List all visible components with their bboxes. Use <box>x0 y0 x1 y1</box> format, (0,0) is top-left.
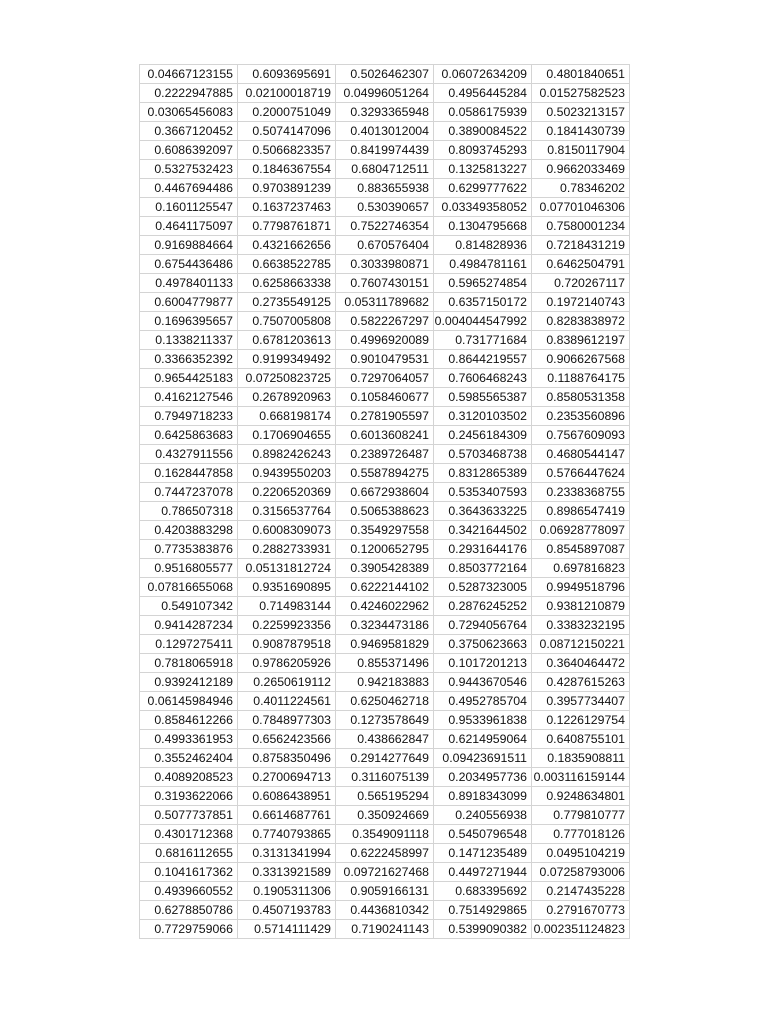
table-cell[interactable]: 0.7218431219 <box>532 236 630 255</box>
table-cell[interactable]: 0.2931644176 <box>434 540 532 559</box>
table-cell[interactable]: 0.697816823 <box>532 559 630 578</box>
table-cell[interactable]: 0.05311789682 <box>336 293 434 312</box>
table-cell[interactable]: 0.003116159144 <box>532 768 630 787</box>
table-cell[interactable]: 0.6672938604 <box>336 483 434 502</box>
table-cell[interactable]: 0.9199349492 <box>238 350 336 369</box>
table-cell[interactable]: 0.6013608241 <box>336 426 434 445</box>
table-cell[interactable]: 0.6222458997 <box>336 844 434 863</box>
table-cell[interactable]: 0.6614687761 <box>238 806 336 825</box>
table-cell[interactable]: 0.4993361953 <box>140 730 238 749</box>
table-row <box>140 388 630 407</box>
table-row <box>140 768 630 787</box>
table-cell[interactable]: 0.9248634801 <box>532 787 630 806</box>
table-cell[interactable]: 0.3293365948 <box>336 103 434 122</box>
table-cell[interactable]: 0.8584612266 <box>140 711 238 730</box>
table-cell[interactable]: 0.9439550203 <box>238 464 336 483</box>
table-cell[interactable]: 0.2700694713 <box>238 768 336 787</box>
table-row <box>140 635 630 654</box>
table-cell[interactable]: 0.3549297558 <box>336 521 434 540</box>
table-cell[interactable]: 0.03349358052 <box>434 198 532 217</box>
table-cell[interactable]: 0.1628447858 <box>140 464 238 483</box>
table-cell[interactable]: 0.5077737851 <box>140 806 238 825</box>
table-cell[interactable]: 0.1188764175 <box>532 369 630 388</box>
table-cell[interactable]: 0.1972140743 <box>532 293 630 312</box>
table-row <box>140 882 630 901</box>
table-cell[interactable]: 0.5026462307 <box>336 65 434 84</box>
table-cell[interactable]: 0.1696395657 <box>140 312 238 331</box>
table-cell[interactable]: 0.6086438951 <box>238 787 336 806</box>
table-cell[interactable]: 0.670576404 <box>336 236 434 255</box>
table-body <box>140 65 630 939</box>
table-cell[interactable]: 0.2147435228 <box>532 882 630 901</box>
table-cell[interactable]: 0.6754436486 <box>140 255 238 274</box>
table-cell[interactable]: 0.8389612197 <box>532 331 630 350</box>
table-cell[interactable]: 0.6299777622 <box>434 179 532 198</box>
table-cell[interactable]: 0.6004779877 <box>140 293 238 312</box>
table-cell[interactable]: 0.4996920089 <box>336 331 434 350</box>
table-cell[interactable]: 0.5985565387 <box>434 388 532 407</box>
table-cell[interactable]: 0.6278850786 <box>140 901 238 920</box>
table-row <box>140 274 630 293</box>
table-cell[interactable]: 0.1637237463 <box>238 198 336 217</box>
table-cell[interactable]: 0.05131812724 <box>238 559 336 578</box>
table-cell[interactable]: 0.814828936 <box>434 236 532 255</box>
table-cell[interactable]: 0.5287323005 <box>434 578 532 597</box>
table-cell[interactable]: 0.1017201213 <box>434 654 532 673</box>
table-cell[interactable]: 0.6093695691 <box>238 65 336 84</box>
table-cell[interactable]: 0.06072634209 <box>434 65 532 84</box>
table-cell[interactable]: 0.9662033469 <box>532 160 630 179</box>
table-cell[interactable]: 0.2781905597 <box>336 407 434 426</box>
table-cell[interactable]: 0.9010479531 <box>336 350 434 369</box>
table-row <box>140 540 630 559</box>
table-cell[interactable]: 0.855371496 <box>336 654 434 673</box>
table-row <box>140 464 630 483</box>
table-cell[interactable]: 0.7798761871 <box>238 217 336 236</box>
table-cell[interactable]: 0.1905311306 <box>238 882 336 901</box>
table-cell[interactable]: 0.4089208523 <box>140 768 238 787</box>
table-cell[interactable]: 0.07816655068 <box>140 578 238 597</box>
table-cell[interactable]: 0.6462504791 <box>532 255 630 274</box>
table-cell[interactable]: 0.3890084522 <box>434 122 532 141</box>
table-cell[interactable]: 0.3156537764 <box>238 502 336 521</box>
table-cell[interactable]: 0.3643633225 <box>434 502 532 521</box>
table-cell[interactable]: 0.2876245252 <box>434 597 532 616</box>
table-cell[interactable]: 0.5965274854 <box>434 274 532 293</box>
table-row <box>140 141 630 160</box>
table-cell[interactable]: 0.720267117 <box>532 274 630 293</box>
table-cell[interactable]: 0.3549091118 <box>336 825 434 844</box>
table-cell[interactable]: 0.7949718233 <box>140 407 238 426</box>
table-cell[interactable]: 0.9654425183 <box>140 369 238 388</box>
data-table <box>139 64 630 939</box>
table-cell[interactable]: 0.668198174 <box>238 407 336 426</box>
table-cell[interactable]: 0.5766447624 <box>532 464 630 483</box>
table-row <box>140 198 630 217</box>
table-cell[interactable]: 0.09423691511 <box>434 749 532 768</box>
table-cell[interactable]: 0.7580001234 <box>532 217 630 236</box>
table-cell[interactable]: 0.3750623663 <box>434 635 532 654</box>
table-row <box>140 369 630 388</box>
table-cell[interactable]: 0.779810777 <box>532 806 630 825</box>
table-cell[interactable]: 0.3957734407 <box>532 692 630 711</box>
table-cell[interactable]: 0.1601125547 <box>140 198 238 217</box>
table-cell[interactable]: 0.9169884664 <box>140 236 238 255</box>
table-cell[interactable]: 0.4801840651 <box>532 65 630 84</box>
table-cell[interactable]: 0.5074147096 <box>238 122 336 141</box>
table-cell[interactable]: 0.5023213157 <box>532 103 630 122</box>
table-cell[interactable]: 0.3366352392 <box>140 350 238 369</box>
table-cell[interactable]: 0.4641175097 <box>140 217 238 236</box>
table-cell[interactable]: 0.0586175939 <box>434 103 532 122</box>
table-cell[interactable]: 0.683395692 <box>434 882 532 901</box>
table-cell[interactable]: 0.2735549125 <box>238 293 336 312</box>
table-cell[interactable]: 0.6425863683 <box>140 426 238 445</box>
table-cell[interactable]: 0.9351690895 <box>238 578 336 597</box>
table-cell[interactable]: 0.5327532423 <box>140 160 238 179</box>
table-cell[interactable]: 0.786507318 <box>140 502 238 521</box>
table-cell[interactable]: 0.9516805577 <box>140 559 238 578</box>
table-cell[interactable]: 0.4301712368 <box>140 825 238 844</box>
table-row <box>140 597 630 616</box>
table-cell[interactable]: 0.3120103502 <box>434 407 532 426</box>
table-cell[interactable]: 0.2222947885 <box>140 84 238 103</box>
table-cell[interactable]: 0.2389726487 <box>336 445 434 464</box>
table-cell[interactable]: 0.2353560896 <box>532 407 630 426</box>
table-cell[interactable]: 0.942183883 <box>336 673 434 692</box>
table-row <box>140 749 630 768</box>
table-cell[interactable]: 0.8503772164 <box>434 559 532 578</box>
table-row <box>140 255 630 274</box>
table-cell[interactable]: 0.5353407593 <box>434 483 532 502</box>
table-cell[interactable]: 0.07250823725 <box>238 369 336 388</box>
table-cell[interactable]: 0.7735383876 <box>140 540 238 559</box>
table-cell[interactable]: 0.1200652795 <box>336 540 434 559</box>
table-cell[interactable]: 0.4497271944 <box>434 863 532 882</box>
table-cell[interactable]: 0.4952785704 <box>434 692 532 711</box>
table-cell[interactable]: 0.8283838972 <box>532 312 630 331</box>
table-cell[interactable]: 0.1297275411 <box>140 635 238 654</box>
table-cell[interactable]: 0.4956445284 <box>434 84 532 103</box>
table-cell[interactable]: 0.09721627468 <box>336 863 434 882</box>
table-cell[interactable]: 0.3905428389 <box>336 559 434 578</box>
table-cell[interactable]: 0.4203883298 <box>140 521 238 540</box>
table-cell[interactable]: 0.714983144 <box>238 597 336 616</box>
table-cell[interactable]: 0.2650619112 <box>238 673 336 692</box>
table-row <box>140 160 630 179</box>
table-cell[interactable]: 0.5587894275 <box>336 464 434 483</box>
table-cell[interactable]: 0.2034957736 <box>434 768 532 787</box>
table-cell[interactable]: 0.1273578649 <box>336 711 434 730</box>
table-cell[interactable]: 0.8986547419 <box>532 502 630 521</box>
table-cell[interactable]: 0.350924669 <box>336 806 434 825</box>
table-cell[interactable]: 0.6638522785 <box>238 255 336 274</box>
table-cell[interactable]: 0.9703891239 <box>238 179 336 198</box>
table-cell[interactable]: 0.7607430151 <box>336 274 434 293</box>
table-cell[interactable]: 0.9949518796 <box>532 578 630 597</box>
table-row <box>140 521 630 540</box>
table-cell[interactable]: 0.1835908811 <box>532 749 630 768</box>
table-cell[interactable]: 0.240556938 <box>434 806 532 825</box>
table-row <box>140 407 630 426</box>
table-cell[interactable]: 0.06145984946 <box>140 692 238 711</box>
table-cell[interactable]: 0.8419974439 <box>336 141 434 160</box>
table-cell[interactable]: 0.5714111429 <box>238 920 336 939</box>
table-cell[interactable]: 0.530390657 <box>336 198 434 217</box>
table-cell[interactable]: 0.0495104219 <box>532 844 630 863</box>
table-row <box>140 901 630 920</box>
table-cell[interactable]: 0.04996051264 <box>336 84 434 103</box>
table-row <box>140 787 630 806</box>
table-row <box>140 236 630 255</box>
table-cell[interactable]: 0.7606468243 <box>434 369 532 388</box>
table-cell[interactable]: 0.6781203613 <box>238 331 336 350</box>
table-row <box>140 103 630 122</box>
table-cell[interactable]: 0.438662847 <box>336 730 434 749</box>
table-cell[interactable]: 0.7567609093 <box>532 426 630 445</box>
table-row <box>140 692 630 711</box>
table-cell[interactable]: 0.1058460677 <box>336 388 434 407</box>
table-cell[interactable]: 0.8093745293 <box>434 141 532 160</box>
table-row <box>140 616 630 635</box>
table-row <box>140 711 630 730</box>
table-cell[interactable]: 0.3193622066 <box>140 787 238 806</box>
table-row <box>140 84 630 103</box>
table-cell[interactable]: 0.3383232195 <box>532 616 630 635</box>
table-cell[interactable]: 0.4327911556 <box>140 445 238 464</box>
table-cell[interactable]: 0.8644219557 <box>434 350 532 369</box>
table-cell[interactable]: 0.2914277649 <box>336 749 434 768</box>
table-cell[interactable]: 0.6008309073 <box>238 521 336 540</box>
table-row <box>140 578 630 597</box>
table-row <box>140 502 630 521</box>
table-cell[interactable]: 0.1041617362 <box>140 863 238 882</box>
table-cell[interactable]: 0.3640464472 <box>532 654 630 673</box>
table-cell[interactable]: 0.4467694486 <box>140 179 238 198</box>
table-row <box>140 654 630 673</box>
table-cell[interactable]: 0.3552462404 <box>140 749 238 768</box>
table-cell[interactable]: 0.3313921589 <box>238 863 336 882</box>
table-cell[interactable]: 0.3421644502 <box>434 521 532 540</box>
table-cell[interactable]: 0.6804712511 <box>336 160 434 179</box>
table-cell[interactable]: 0.9469581829 <box>336 635 434 654</box>
table-cell[interactable]: 0.7522746354 <box>336 217 434 236</box>
table-row <box>140 673 630 692</box>
table-cell[interactable]: 0.01527582523 <box>532 84 630 103</box>
table-row <box>140 863 630 882</box>
table-cell[interactable]: 0.9414287234 <box>140 616 238 635</box>
table-cell[interactable]: 0.7729759066 <box>140 920 238 939</box>
table-row <box>140 122 630 141</box>
table-row <box>140 483 630 502</box>
table-cell[interactable]: 0.04667123155 <box>140 65 238 84</box>
table-cell[interactable]: 0.2000751049 <box>238 103 336 122</box>
table-row <box>140 179 630 198</box>
table-row <box>140 217 630 236</box>
table-cell[interactable]: 0.4013012004 <box>336 122 434 141</box>
table-cell[interactable]: 0.9066267568 <box>532 350 630 369</box>
table-cell[interactable]: 0.03065456083 <box>140 103 238 122</box>
table-cell[interactable]: 0.8918343099 <box>434 787 532 806</box>
table-cell[interactable]: 0.2882733931 <box>238 540 336 559</box>
table-cell[interactable]: 0.78346202 <box>532 179 630 198</box>
table-cell[interactable]: 0.8580531358 <box>532 388 630 407</box>
table-cell[interactable]: 0.549107342 <box>140 597 238 616</box>
table-cell[interactable]: 0.4680544147 <box>532 445 630 464</box>
table-cell[interactable]: 0.3131341994 <box>238 844 336 863</box>
table-cell[interactable]: 0.4984781161 <box>434 255 532 274</box>
table-cell[interactable]: 0.883655938 <box>336 179 434 198</box>
table-cell[interactable]: 0.6086392097 <box>140 141 238 160</box>
table-cell[interactable]: 0.5822267297 <box>336 312 434 331</box>
table-cell[interactable]: 0.7294056764 <box>434 616 532 635</box>
table-cell[interactable]: 0.731771684 <box>434 331 532 350</box>
table-cell[interactable]: 0.6258663338 <box>238 274 336 293</box>
table-cell[interactable]: 0.6408755101 <box>532 730 630 749</box>
table-cell[interactable]: 0.565195294 <box>336 787 434 806</box>
table-cell[interactable]: 0.3033980871 <box>336 255 434 274</box>
table-cell[interactable]: 0.4507193783 <box>238 901 336 920</box>
table-cell[interactable]: 0.7507005808 <box>238 312 336 331</box>
table-cell[interactable]: 0.7514929865 <box>434 901 532 920</box>
table-cell[interactable]: 0.7297064057 <box>336 369 434 388</box>
table-cell[interactable]: 0.002351124823 <box>532 920 630 939</box>
table-cell[interactable]: 0.4436810342 <box>336 901 434 920</box>
table-cell[interactable]: 0.004044547992 <box>434 312 532 331</box>
table-row <box>140 559 630 578</box>
table-row <box>140 920 630 939</box>
table-cell[interactable]: 0.5066823357 <box>238 141 336 160</box>
table-cell[interactable]: 0.7848977303 <box>238 711 336 730</box>
table-cell[interactable]: 0.8312865389 <box>434 464 532 483</box>
table-cell[interactable]: 0.7818065918 <box>140 654 238 673</box>
table-cell[interactable]: 0.08712150221 <box>532 635 630 654</box>
table-cell[interactable]: 0.4939660552 <box>140 882 238 901</box>
table-row <box>140 350 630 369</box>
table-cell[interactable]: 0.1338211337 <box>140 331 238 350</box>
table-cell[interactable]: 0.06928778097 <box>532 521 630 540</box>
table-cell[interactable]: 0.7190241143 <box>336 920 434 939</box>
table-cell[interactable]: 0.5450796548 <box>434 825 532 844</box>
table-row <box>140 825 630 844</box>
table-cell[interactable]: 0.7740793865 <box>238 825 336 844</box>
table-cell[interactable]: 0.8150117904 <box>532 141 630 160</box>
table-cell[interactable]: 0.6214959064 <box>434 730 532 749</box>
table-cell[interactable]: 0.8982426243 <box>238 445 336 464</box>
table-cell[interactable]: 0.2678920963 <box>238 388 336 407</box>
table-row <box>140 730 630 749</box>
table-cell[interactable]: 0.8545897087 <box>532 540 630 559</box>
table-cell[interactable]: 0.4011224561 <box>238 692 336 711</box>
table-cell[interactable]: 0.5703468738 <box>434 445 532 464</box>
table-cell[interactable]: 0.6357150172 <box>434 293 532 312</box>
table-row <box>140 445 630 464</box>
table-cell[interactable]: 0.1304795668 <box>434 217 532 236</box>
table-cell[interactable]: 0.9443670546 <box>434 673 532 692</box>
table-cell[interactable]: 0.2338368755 <box>532 483 630 502</box>
table-cell[interactable]: 0.3667120452 <box>140 122 238 141</box>
table-cell[interactable]: 0.1471235489 <box>434 844 532 863</box>
table-cell[interactable]: 0.3116075139 <box>336 768 434 787</box>
table-cell[interactable]: 0.9381210879 <box>532 597 630 616</box>
table-cell[interactable]: 0.9392412189 <box>140 673 238 692</box>
table-row <box>140 312 630 331</box>
table-cell[interactable]: 0.5065388623 <box>336 502 434 521</box>
table-cell[interactable]: 0.07258793006 <box>532 863 630 882</box>
table-cell[interactable]: 0.6816112655 <box>140 844 238 863</box>
table-row <box>140 806 630 825</box>
table-cell[interactable]: 0.07701046306 <box>532 198 630 217</box>
table-cell[interactable]: 0.2791670773 <box>532 901 630 920</box>
table-cell[interactable]: 0.9087879518 <box>238 635 336 654</box>
table-row <box>140 293 630 312</box>
table-cell[interactable]: 0.8758350496 <box>238 749 336 768</box>
table-cell[interactable]: 0.9059166131 <box>336 882 434 901</box>
table-cell[interactable]: 0.4162127546 <box>140 388 238 407</box>
table-row <box>140 426 630 445</box>
table-cell[interactable]: 0.3234473186 <box>336 616 434 635</box>
table-cell[interactable]: 0.5399090382 <box>434 920 532 939</box>
table-cell[interactable]: 0.2456184309 <box>434 426 532 445</box>
table-cell[interactable]: 0.1226129754 <box>532 711 630 730</box>
table-cell[interactable]: 0.9533961838 <box>434 711 532 730</box>
table-cell[interactable]: 0.2259923356 <box>238 616 336 635</box>
table-cell[interactable]: 0.9786205926 <box>238 654 336 673</box>
table-cell[interactable]: 0.1706904655 <box>238 426 336 445</box>
table-cell[interactable]: 0.4978401133 <box>140 274 238 293</box>
table-cell[interactable]: 0.6222144102 <box>336 578 434 597</box>
table-cell[interactable]: 0.1325813227 <box>434 160 532 179</box>
table-row <box>140 844 630 863</box>
table-row <box>140 331 630 350</box>
table-cell[interactable]: 0.7447237078 <box>140 483 238 502</box>
table-row <box>140 65 630 84</box>
table-cell[interactable]: 0.2206520369 <box>238 483 336 502</box>
table-cell[interactable]: 0.1846367554 <box>238 160 336 179</box>
table-cell[interactable]: 0.777018126 <box>532 825 630 844</box>
table-cell[interactable]: 0.4246022962 <box>336 597 434 616</box>
table-cell[interactable]: 0.1841430739 <box>532 122 630 141</box>
table-cell[interactable]: 0.4287615263 <box>532 673 630 692</box>
table-cell[interactable]: 0.02100018719 <box>238 84 336 103</box>
table-cell[interactable]: 0.6250462718 <box>336 692 434 711</box>
table-cell[interactable]: 0.4321662656 <box>238 236 336 255</box>
table-cell[interactable]: 0.6562423566 <box>238 730 336 749</box>
